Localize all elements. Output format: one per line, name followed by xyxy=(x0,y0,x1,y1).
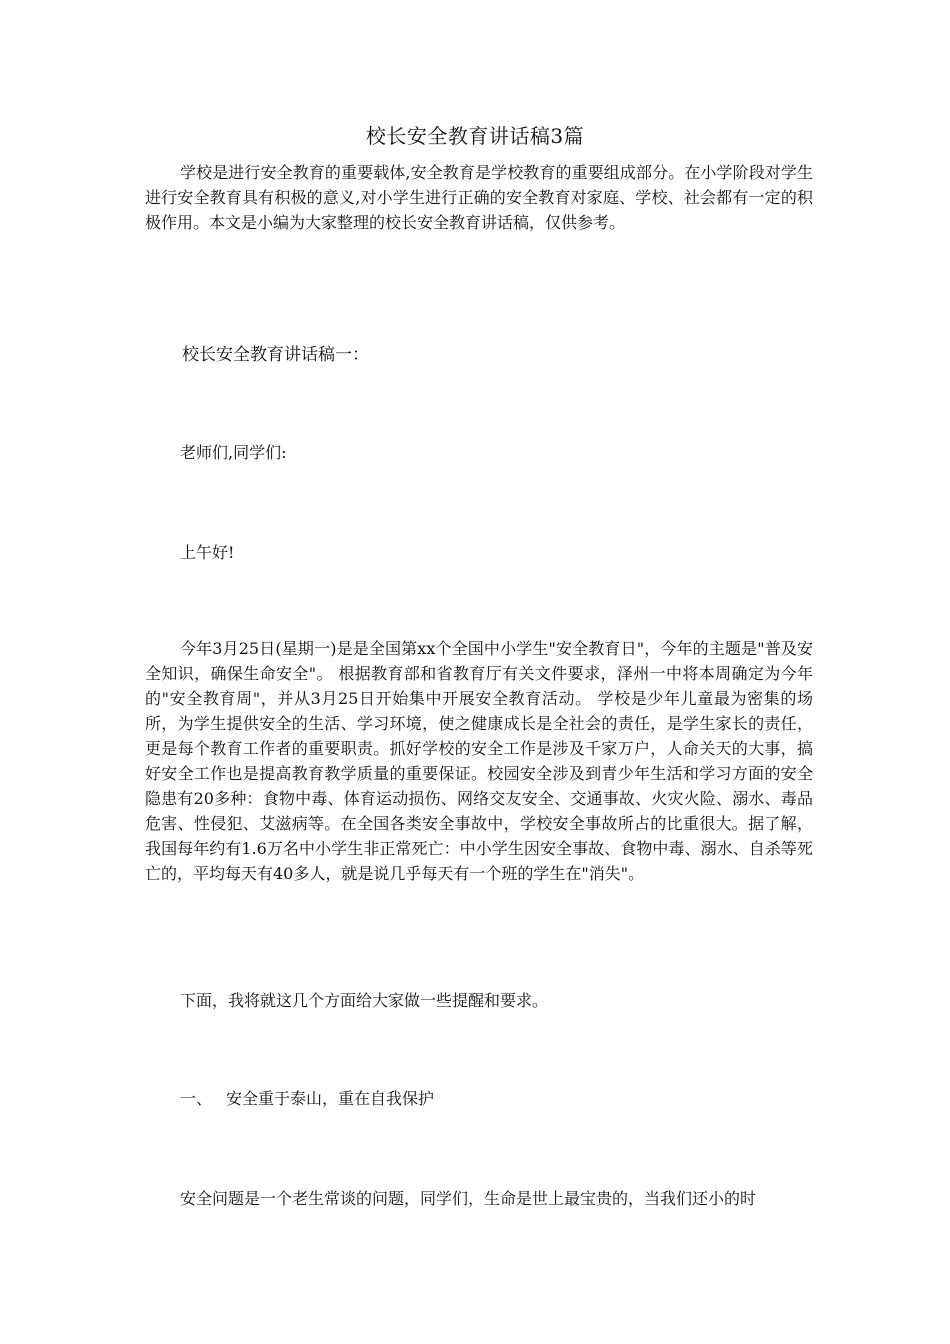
section-number: 一、 xyxy=(180,1089,213,1108)
section-title: 安全重于泰山，重在自我保护 xyxy=(226,1089,435,1108)
body-paragraph: 今年3月25日(星期一)是是全国第xx个全国中小学生"安全教育日"，今年的主题是"普及安全知识，确保生命安全"。 根据教育部和省教育厅有关文件要求，泽州一中将本周确定为今年的"安全教育周"，并从3月25日开始集中开展安全教育活动。 学校是少年儿童最为密集的场所，为学生提供安全的生活、学习环境，使之健康成长是全社会的责任，是学生家长的责任，更是每个教育工作者的重要职责。抓好学校的安全工作是涉及千家万户，人命关天的大事，搞好安全工作也是提高教育教学质量的重要保证。校园安全涉及到青少年生活和学习方面的安全隐患有20多种：食物中毒、体育运动损伤、网络交友安全、交通事故、火灾火险、溺水、毒品危害、性侵犯、艾滋病等。在全国各类安全事故中，学校安全事故所占的比重很大。据了解，我国每年约有1.6万名中小学生非正常死亡：中小学生因安全事故、食物中毒、溺水、自杀等死亡的，平均每天有40多人，就是说几乎每天有一个班的学生在"消失"。 xyxy=(145,639,813,883)
last-line: 安全问题是一个老生常谈的问题，同学们，生命是世上最宝贵的，当我们还小的时 xyxy=(180,1189,757,1208)
intro-paragraph: 学校是进行安全教育的重要载体,安全教育是学校教育的重要组成部分。在小学阶段对学生进行安全教育具有积极的意义,对小学生进行正确的安全教育对家庭、学校、社会都有一定的积极作用。本文是小编为大家整理的校长安全教育讲话稿，仅供参考。 xyxy=(145,163,813,232)
salutation-line: 老师们,同学们: xyxy=(180,443,287,462)
speech-heading: 校长安全教育讲话稿一： xyxy=(182,345,369,365)
transition-line: 下面，我将就这几个方面给大家做一些提醒和要求。 xyxy=(180,991,549,1010)
document-title: 校长安全教育讲话稿3篇 xyxy=(365,124,585,148)
section-heading xyxy=(180,1086,434,1111)
greeting-line: 上午好! xyxy=(180,543,235,562)
